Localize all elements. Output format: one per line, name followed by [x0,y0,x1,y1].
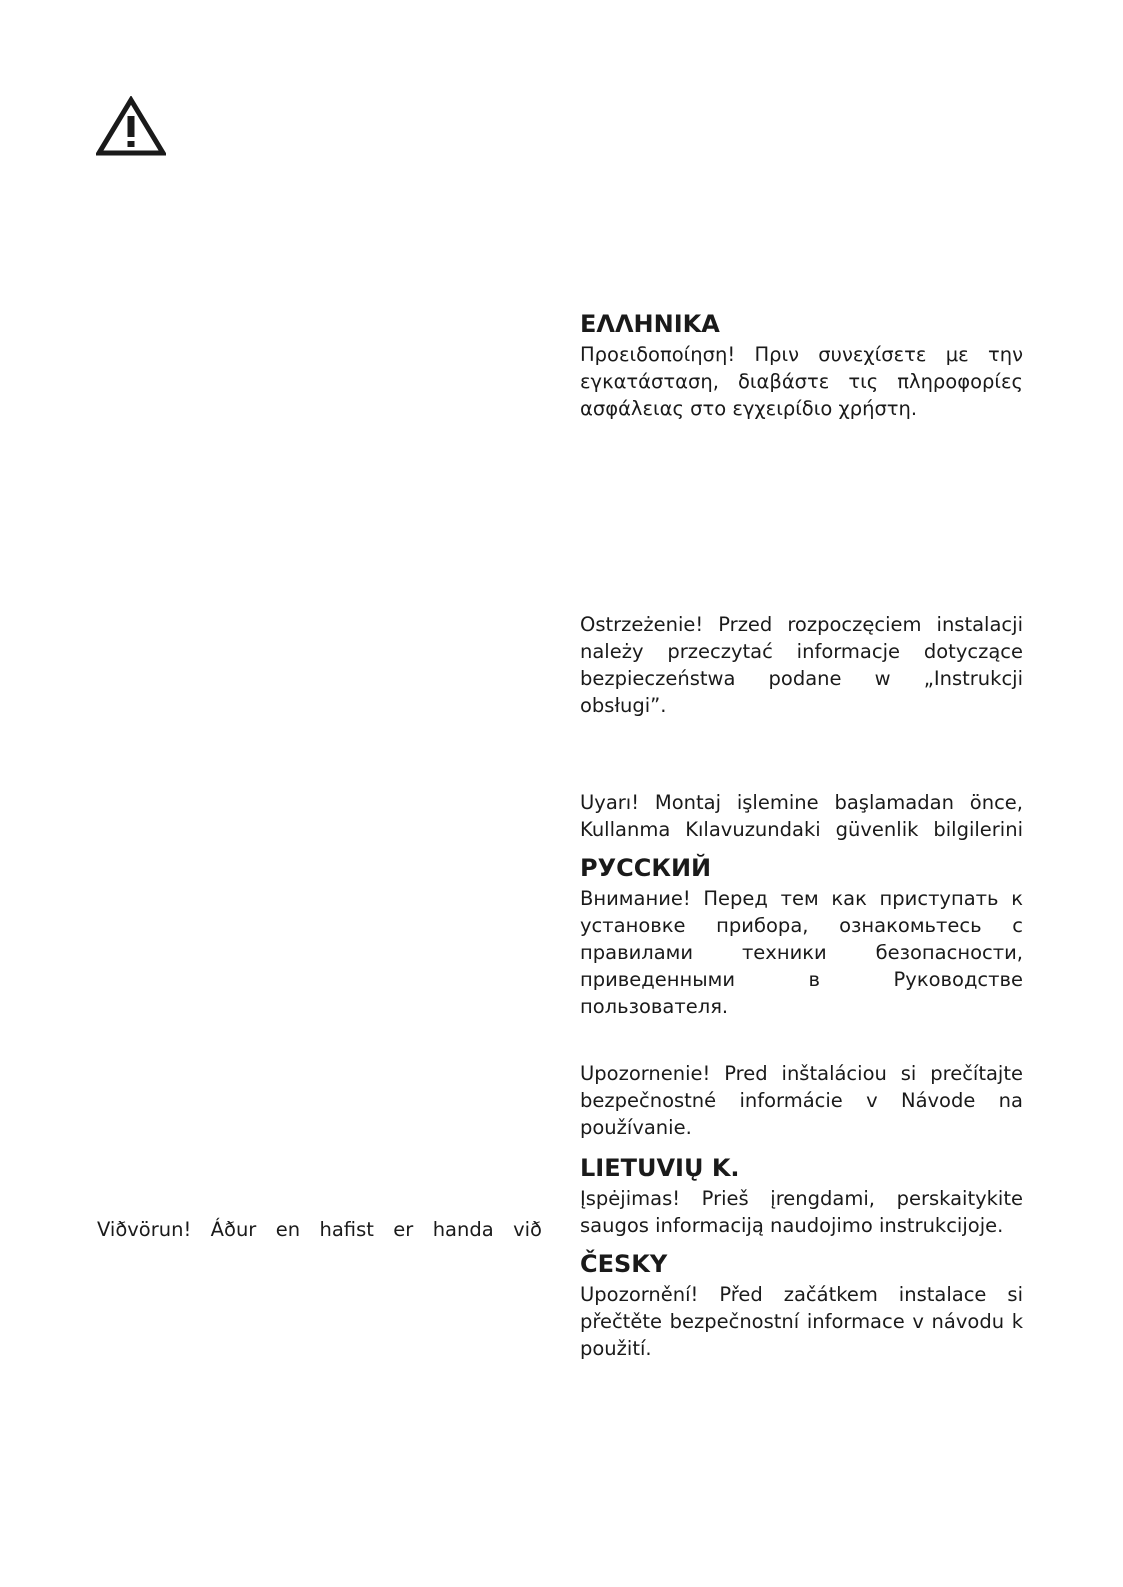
text-turkish: Uyarı! Montaj işlemine başlamadan önce, Kullanma Kılavuzundaki güvenlik bilgilerini [580,791,1023,841]
text-polish: Ostrzeżenie! Przed rozpoczęciem instalacji należy przeczytać informacje dotyczące bezpieczeństwa podane w „Instrukcji obsługi”. [580,613,1023,717]
text-greek: Προειδοποίηση! Πριν συνεχίσετε με την εγκατάσταση, διαβάστε τις πληροφορίες ασφάλειας στο εγχειρίδιο χρήστη. [580,343,1023,420]
text-lithuanian: Įspėjimas! Prieš įrengdami, perskaitykite saugos informaciją naudojimo instrukcijoje. [580,1187,1023,1237]
section-greek [580,309,1023,422]
text-russian: Внимание! Перед тем как приступать к установке прибора, ознакомьтесь с правилами техники безопасности, приведенными в Руководстве пользователя. [580,887,1023,1018]
section-lithuanian [580,1153,1023,1239]
heading-greek: ΕΛΛΗΝΙΚΑ [580,310,720,338]
text-czech: Upozornění! Před začátkem instalace si přečtěte bezpečnostní informace v návodu k použití. [580,1283,1023,1360]
heading-czech: ČESKY [580,1250,668,1278]
section-turkish [580,789,1023,843]
section-slovak [580,1060,1023,1141]
text-icelandic: Viðvörun! Áður en hafist er handa við [97,1218,542,1241]
text-slovak: Upozornenie! Pred inštaláciou si prečítajte bezpečnostné informácie v Návode na používanie. [580,1062,1023,1139]
section-russian [580,853,1023,1020]
section-polish [580,611,1023,719]
warning-triangle-icon [96,96,166,156]
heading-russian: РУССКИЙ [580,854,712,882]
section-czech [580,1249,1023,1362]
heading-lithuanian: LIETUVIŲ K. [580,1154,740,1182]
